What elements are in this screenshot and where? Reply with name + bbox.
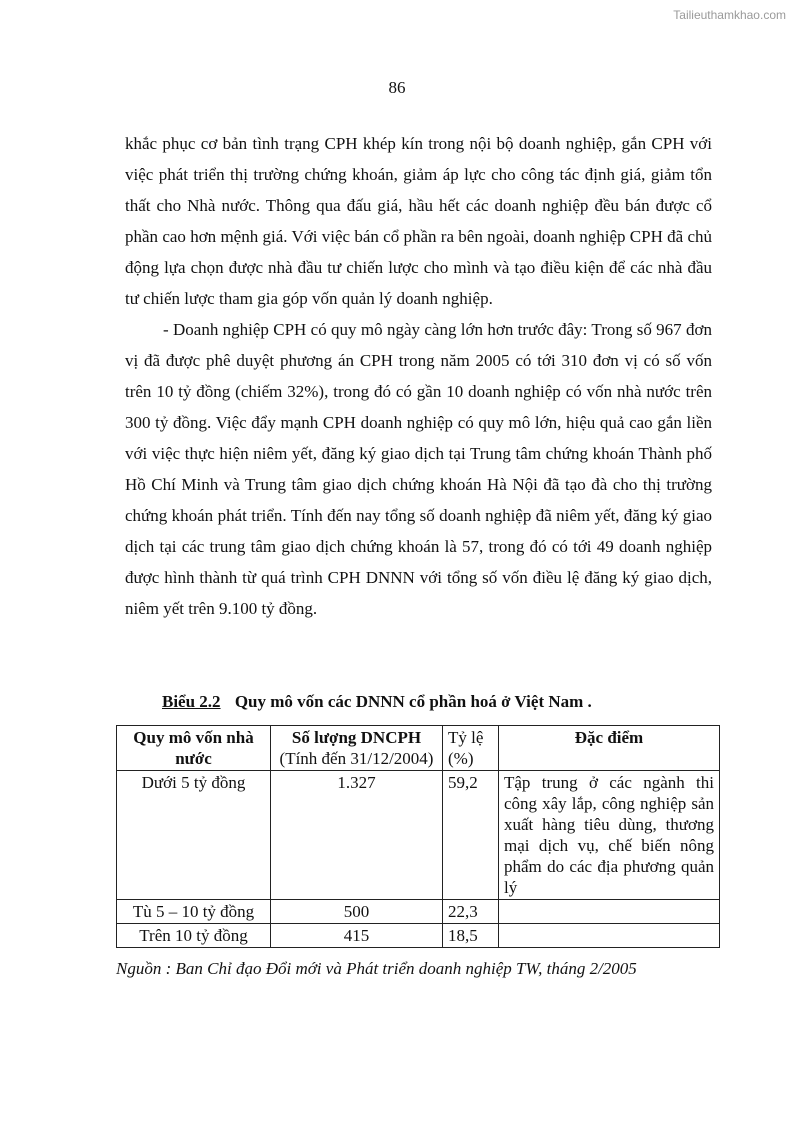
capital-scale-table bbox=[116, 725, 720, 948]
table-caption-title: Quy mô vốn các DNNN cổ phần hoá ở Việt Nam . bbox=[234, 692, 592, 711]
page-number: 86 bbox=[388, 78, 406, 97]
cell-ratio: 22,3 bbox=[443, 900, 499, 924]
cell-count: 1.327 bbox=[271, 771, 443, 900]
header-count bbox=[271, 726, 443, 771]
cell-scale: Dưới 5 tỷ đồng bbox=[117, 771, 271, 900]
cell-scale: Tù 5 – 10 tỷ đồng bbox=[117, 900, 271, 924]
paragraph-2: - Doanh nghiệp CPH có quy mô ngày càng lớn hơn trước đây: Trong số 967 đơn vị đã được phê duyệt phương án CPH trong năm 2005 có tới 310 đơn vị có số vốn trên 10 tỷ đồng (chiếm 32%), trong đó có gần 10 doanh nghiệp có vốn nhà nước trên 300 tỷ đồng. Việc đẩy mạnh CPH doanh nghiệp có quy mô lớn, hiệu quả cao gắn liền với việc thực hiện niêm yết, đăng ký giao dịch tại Trung tâm chứng khoán Thành phố Hồ Chí Minh và Trung tâm giao dịch chứng khoán Hà Nội đã tạo đà cho thị trường chứng khoán phát triển. Tính đến nay tổng số doanh nghiệp đã niêm yết, đăng ký giao dịch tại các trung tâm giao dịch chứng khoán là 57, trong đó có tới 49 doanh nghiệp được hình thành từ quá trình CPH DNNN với tổng số vốn điều lệ đăng ký giao dịch, niêm yết trên 9.100 tỷ đồng. bbox=[125, 320, 712, 618]
cell-count: 500 bbox=[271, 900, 443, 924]
cell-feature: Tập trung ở các ngành thi công xây lắp, công nghiệp sản xuất hàng tiêu dùng, thương mại dịch vụ, chế biến nông phẩm do các địa phương quản lý bbox=[499, 771, 720, 900]
header-ratio bbox=[443, 726, 499, 771]
table-row bbox=[117, 771, 720, 900]
header-scale-label: Quy mô vốn nhà nước bbox=[133, 728, 254, 768]
table-row bbox=[117, 924, 720, 948]
header-feature bbox=[499, 726, 720, 771]
cell-scale: Trên 10 tỷ đồng bbox=[117, 924, 271, 948]
cell-ratio: 18,5 bbox=[443, 924, 499, 948]
table-header-row bbox=[117, 726, 720, 771]
header-ratio-label: Tỷ lệ bbox=[448, 728, 484, 747]
header-ratio-unit: (%) bbox=[448, 749, 474, 768]
cell-count: 415 bbox=[271, 924, 443, 948]
table-row bbox=[117, 900, 720, 924]
header-count-label: Số lượng DNCPH bbox=[291, 728, 422, 747]
source-note: Nguồn : Ban Chỉ đạo Đổi mới và Phát triển doanh nghiệp TW, tháng 2/2005 bbox=[116, 959, 637, 978]
table-caption bbox=[162, 692, 722, 712]
header-count-note: (Tính đến 31/12/2004) bbox=[279, 749, 434, 768]
cell-ratio: 59,2 bbox=[443, 771, 499, 900]
watermark: Tailieuthamkhao.com bbox=[673, 8, 786, 22]
body-text bbox=[125, 128, 712, 624]
cell-feature bbox=[499, 924, 720, 948]
cell-feature bbox=[499, 900, 720, 924]
header-feature-label: Đặc điểm bbox=[574, 728, 644, 747]
table-caption-label: Biểu 2.2 bbox=[162, 692, 221, 711]
paragraph-1: khắc phục cơ bản tình trạng CPH khép kín trong nội bộ doanh nghiệp, gắn CPH với việc phát triển thị trường chứng khoán, giảm áp lực cho công tác định giá, giảm tổn thất cho Nhà nước. Thông qua đấu giá, hầu hết các doanh nghiệp đều bán được cổ phần cao hơn mệnh giá. Với việc bán cổ phần ra bên ngoài, doanh nghiệp CPH đã chủ động lựa chọn được nhà đầu tư chiến lược cho mình và tạo điều kiện để các nhà đầu tư chiến lược tham gia góp vốn quản lý doanh nghiệp. bbox=[125, 134, 712, 308]
header-scale bbox=[117, 726, 271, 771]
